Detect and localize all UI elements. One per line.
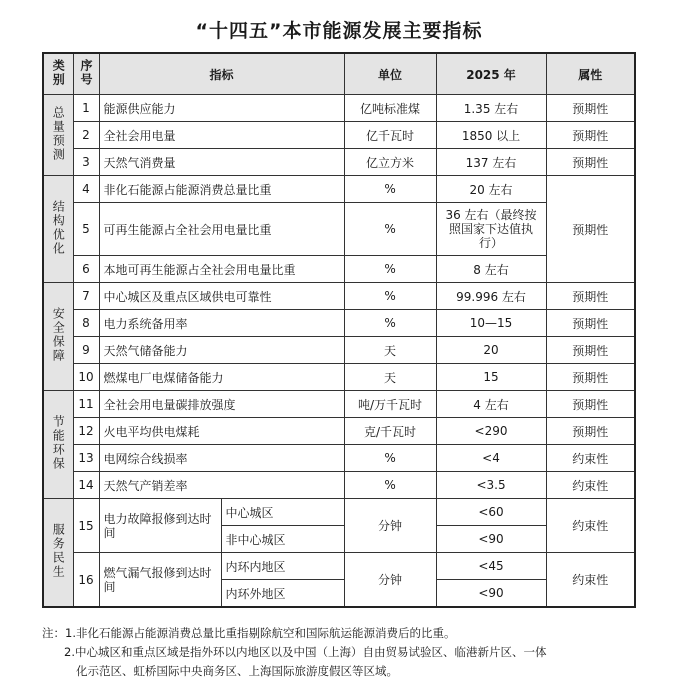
row-attribute: 预期性 (546, 310, 635, 337)
row-target: 137 左右 (436, 149, 546, 176)
row-number: 9 (73, 337, 99, 364)
table-row (43, 176, 635, 203)
row-indicator: 天然气产销差率 (99, 472, 344, 499)
row-indicator: 全社会用电量 (99, 122, 344, 149)
row-unit: 亿千瓦时 (344, 122, 436, 149)
row-attribute: 预期性 (546, 418, 635, 445)
row-number: 1 (73, 95, 99, 122)
row-number: 11 (73, 391, 99, 418)
row-attribute: 约束性 (546, 472, 635, 499)
row-unit: 克/千瓦时 (344, 418, 436, 445)
table-row (43, 391, 635, 418)
row-number: 7 (73, 283, 99, 310)
row-indicator: 电网综合线损率 (99, 445, 344, 472)
note-1: 注：1.非化石能源占能源消费总量比重指剔除航空和国际航运能源消费后的比重。 (42, 626, 456, 640)
row-number: 12 (73, 418, 99, 445)
row-attribute: 预期性 (546, 176, 635, 283)
row-indicator: 天然气储备能力 (99, 337, 344, 364)
header-unit: 单位 (344, 53, 436, 95)
row-attribute: 预期性 (546, 364, 635, 391)
row-indicator: 电力系统备用率 (99, 310, 344, 337)
row-unit: % (344, 283, 436, 310)
row-number: 15 (73, 499, 99, 553)
table-row (43, 364, 635, 391)
row-attribute: 预期性 (546, 283, 635, 310)
row-number: 13 (73, 445, 99, 472)
header-indicator: 指标 (99, 53, 344, 95)
row-indicator: 可再生能源占全社会用电量比重 (99, 203, 344, 256)
table-notes (42, 624, 662, 681)
header-category: 类别 (43, 53, 73, 95)
table-row (43, 499, 635, 526)
row-attribute: 预期性 (546, 337, 635, 364)
header-number: 序号 (73, 53, 99, 95)
row-target: <90 (436, 580, 546, 608)
category-security: 安全保障 (43, 283, 73, 391)
table-row (43, 283, 635, 310)
row-number: 2 (73, 122, 99, 149)
note-2-line-2: 化示范区、虹桥国际中央商务区、上海国际旅游度假区等区域。 (76, 664, 398, 678)
table-row (43, 445, 635, 472)
row-attribute: 预期性 (546, 391, 635, 418)
row-unit: 亿立方米 (344, 149, 436, 176)
row-attribute: 约束性 (546, 553, 635, 608)
indicators-table (42, 52, 636, 608)
row-target: 4 左右 (436, 391, 546, 418)
category-structure: 结构优化 (43, 176, 73, 283)
row-unit: % (344, 203, 436, 256)
table-row (43, 95, 635, 122)
row-area: 内环外地区 (221, 580, 344, 608)
row-target: 99.996 左右 (436, 283, 546, 310)
row-target: 36 左右（最终按照国家下达值执行） (436, 203, 546, 256)
row-indicator: 燃煤电厂电煤储备能力 (99, 364, 344, 391)
row-attribute: 约束性 (546, 499, 635, 553)
row-indicator: 电力故障报修到达时间 (99, 499, 221, 553)
row-target: 20 (436, 337, 546, 364)
row-area: 非中心城区 (221, 526, 344, 553)
row-unit: 吨/万千瓦时 (344, 391, 436, 418)
row-number: 6 (73, 256, 99, 283)
table-row (43, 553, 635, 580)
row-target: <3.5 (436, 472, 546, 499)
row-indicator: 能源供应能力 (99, 95, 344, 122)
row-target: 15 (436, 364, 546, 391)
row-unit: 分钟 (344, 553, 436, 608)
row-attribute: 预期性 (546, 149, 635, 176)
row-indicator: 燃气漏气报修到达时间 (99, 553, 221, 608)
header-attribute: 属性 (546, 53, 635, 95)
category-service: 服务民生 (43, 499, 73, 608)
row-number: 16 (73, 553, 99, 608)
row-indicator: 火电平均供电煤耗 (99, 418, 344, 445)
row-target: 1.35 左右 (436, 95, 546, 122)
row-target: <45 (436, 553, 546, 580)
table-row (43, 337, 635, 364)
header-row (43, 53, 635, 95)
row-indicator: 中心城区及重点区域供电可靠性 (99, 283, 344, 310)
row-target: 20 左右 (436, 176, 546, 203)
row-indicator: 非化石能源占能源消费总量比重 (99, 176, 344, 203)
row-target: <290 (436, 418, 546, 445)
row-number: 10 (73, 364, 99, 391)
row-number: 5 (73, 203, 99, 256)
page-title: “十四五”本市能源发展主要指标 (195, 20, 483, 42)
category-energy-saving: 节能环保 (43, 391, 73, 499)
row-unit: 分钟 (344, 499, 436, 553)
table-row (43, 149, 635, 176)
category-total: 总量预测 (43, 95, 73, 176)
row-number: 3 (73, 149, 99, 176)
row-area: 中心城区 (221, 499, 344, 526)
row-area: 内环内地区 (221, 553, 344, 580)
row-unit: 天 (344, 364, 436, 391)
row-attribute: 约束性 (546, 445, 635, 472)
table-row (43, 472, 635, 499)
row-number: 8 (73, 310, 99, 337)
row-unit: % (344, 445, 436, 472)
row-indicator: 天然气消费量 (99, 149, 344, 176)
row-target: <90 (436, 526, 546, 553)
row-target: 8 左右 (436, 256, 546, 283)
row-target: 1850 以上 (436, 122, 546, 149)
row-indicator: 本地可再生能源占全社会用电量比重 (99, 256, 344, 283)
row-target: <4 (436, 445, 546, 472)
row-unit: % (344, 310, 436, 337)
row-unit: 亿吨标准煤 (344, 95, 436, 122)
row-unit: % (344, 256, 436, 283)
table-row (43, 418, 635, 445)
row-unit: 天 (344, 337, 436, 364)
row-indicator: 全社会用电量碳排放强度 (99, 391, 344, 418)
row-number: 14 (73, 472, 99, 499)
row-target: 10—15 (436, 310, 546, 337)
row-target: <60 (436, 499, 546, 526)
row-unit: % (344, 472, 436, 499)
table-row (43, 122, 635, 149)
row-attribute: 预期性 (546, 122, 635, 149)
note-2-line-1: 2.中心城区和重点区域是指外环以内地区以及中国（上海）自由贸易试验区、临港新片区、一体 (64, 645, 547, 659)
row-unit: % (344, 176, 436, 203)
table-row (43, 310, 635, 337)
row-attribute: 预期性 (546, 95, 635, 122)
row-number: 4 (73, 176, 99, 203)
header-target: 2025 年 (436, 53, 546, 95)
